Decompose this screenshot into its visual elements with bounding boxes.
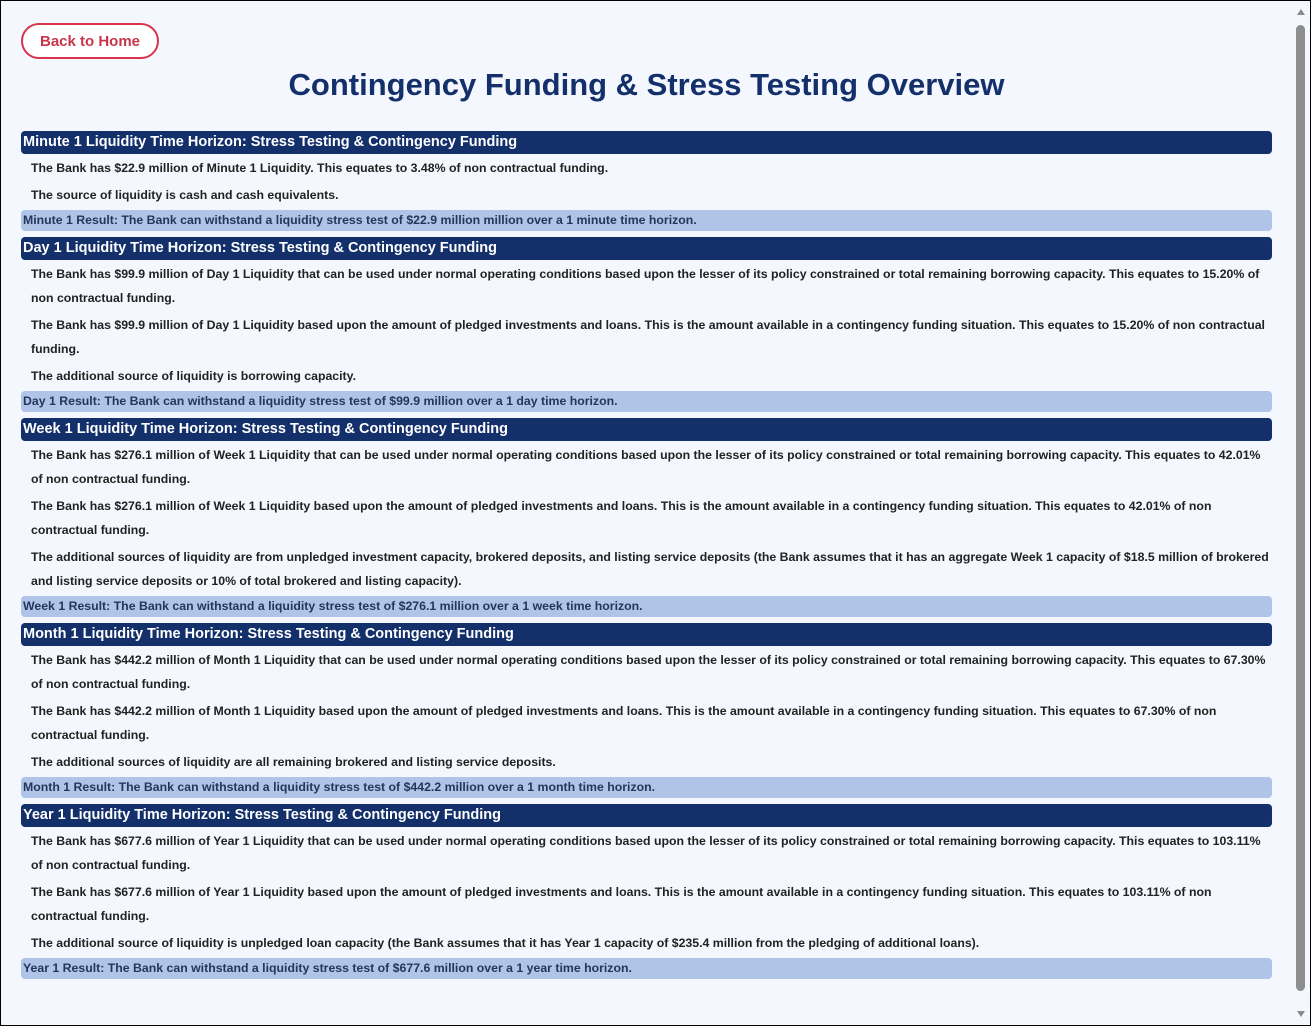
section-paragraph: The Bank has $276.1 million of Week 1 Liquidity that can be used under normal operating conditions based upon the lesser of its policy constrained or total remaining borrowing capacity. This equates to 42.01% of non contractual funding.	[31, 448, 1261, 486]
section-paragraph: The Bank has $276.1 million of Week 1 Liquidity based upon the amount of pledged investments and loans. This is the amount available in a contingency funding situation. This equates to 42.01% of non contractual funding.	[31, 499, 1212, 537]
section-day-1	[21, 237, 1272, 412]
section-paragraph: The source of liquidity is cash and cash equivalents.	[31, 188, 339, 202]
section-result: Month 1 Result: The Bank can withstand a liquidity stress test of $442.2 million over a 1 month time horizon.	[21, 777, 1272, 798]
section-week-1	[21, 418, 1272, 617]
section-paragraph: The Bank has $99.9 million of Day 1 Liquidity that can be used under normal operating conditions based upon the lesser of its policy constrained or total remaining borrowing capacity. This equates to 15.20% of non contractual funding.	[31, 267, 1260, 305]
scrollbar-thumb[interactable]	[1296, 25, 1305, 991]
section-paragraph: The Bank has $677.6 million of Year 1 Liquidity based upon the amount of pledged investments and loans. This is the amount available in a contingency funding situation. This equates to 103.11% of non contractual funding.	[31, 885, 1212, 923]
section-minute-1	[21, 131, 1272, 231]
section-paragraph: The Bank has $22.9 million of Minute 1 Liquidity. This equates to 3.48% of non contractual funding.	[31, 161, 609, 175]
section-paragraph: The Bank has $677.6 million of Year 1 Liquidity that can be used under normal operating conditions based upon the lesser of its policy constrained or total remaining borrowing capacity. This equates to 103.11% of non contractual funding.	[31, 834, 1261, 872]
section-paragraph: The additional sources of liquidity are from unpledged investment capacity, brokered deposits, and listing service deposits (the Bank assumes that it has an aggregate Week 1 capacity of $18.5 million of brokered and listing service deposits or 10% of total brokered and listing capacity).	[31, 550, 1269, 588]
section-result: Minute 1 Result: The Bank can withstand a liquidity stress test of $22.9 million million over a 1 minute time horizon.	[21, 210, 1272, 231]
section-paragraph: The additional sources of liquidity are all remaining brokered and listing service deposits.	[31, 755, 556, 769]
section-paragraph: The Bank has $442.2 million of Month 1 Liquidity that can be used under normal operating conditions based upon the lesser of its policy constrained or total remaining borrowing capacity. This equates to 67.30% of non contractual funding.	[31, 653, 1266, 691]
page-title: Contingency Funding & Stress Testing Overview	[288, 67, 1005, 102]
section-month-1	[21, 623, 1272, 798]
scroll-down-arrow-icon[interactable]	[1297, 1011, 1305, 1017]
scroll-up-arrow-icon[interactable]	[1297, 9, 1305, 15]
vertical-scrollbar[interactable]	[1293, 1, 1310, 1025]
back-to-home-button[interactable]: Back to Home	[21, 23, 159, 59]
section-header: Minute 1 Liquidity Time Horizon: Stress Testing & Contingency Funding	[21, 131, 1272, 154]
section-header: Week 1 Liquidity Time Horizon: Stress Testing & Contingency Funding	[21, 418, 1272, 441]
section-year-1	[21, 804, 1272, 979]
sections-container	[21, 131, 1272, 985]
section-result: Week 1 Result: The Bank can withstand a liquidity stress test of $276.1 million over a 1 week time horizon.	[21, 596, 1272, 617]
section-result: Year 1 Result: The Bank can withstand a liquidity stress test of $677.6 million over a 1 year time horizon.	[21, 958, 1272, 979]
section-header: Day 1 Liquidity Time Horizon: Stress Testing & Contingency Funding	[21, 237, 1272, 260]
section-result: Day 1 Result: The Bank can withstand a liquidity stress test of $99.9 million over a 1 day time horizon.	[21, 391, 1272, 412]
section-paragraph: The Bank has $442.2 million of Month 1 Liquidity based upon the amount of pledged investments and loans. This is the amount available in a contingency funding situation. This equates to 67.30% of non contractual funding.	[31, 704, 1217, 742]
section-header: Month 1 Liquidity Time Horizon: Stress Testing & Contingency Funding	[21, 623, 1272, 646]
section-paragraph: The Bank has $99.9 million of Day 1 Liquidity based upon the amount of pledged investments and loans. This is the amount available in a contingency funding situation. This equates to 15.20% of non contractual funding.	[31, 318, 1265, 356]
section-paragraph: The additional source of liquidity is borrowing capacity.	[31, 369, 356, 383]
section-header: Year 1 Liquidity Time Horizon: Stress Testing & Contingency Funding	[21, 804, 1272, 827]
section-paragraph: The additional source of liquidity is unpledged loan capacity (the Bank assumes that it has Year 1 capacity of $235.4 million from the pledging of additional loans).	[31, 936, 980, 950]
